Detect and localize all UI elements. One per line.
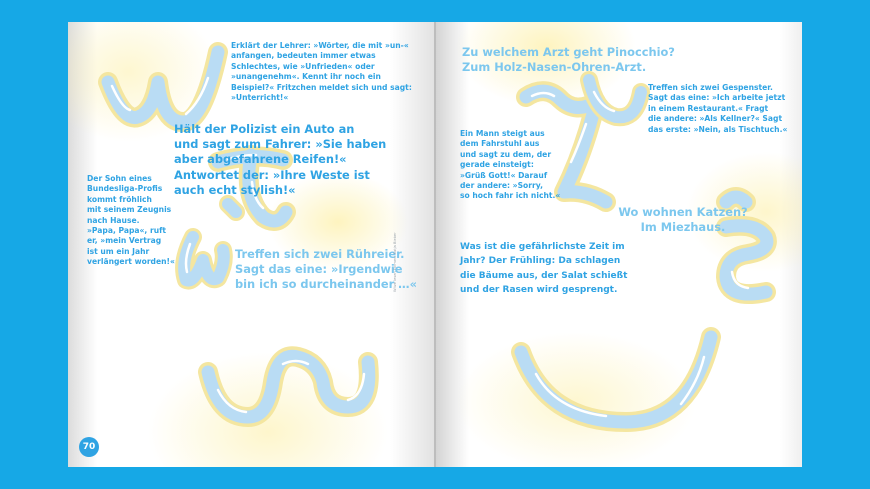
joke-gespenster: Treffen sich zwei Gespenster. Sagt das eine: »Ich arbeite jetzt in einem Restaurant.« Fragt die andere: »Als Kellner?« Sagt das erste: »Nein, als Tischtuch.« (648, 83, 788, 134)
joke-fahrstuhl: Ein Mann steigt aus dem Fahrstuhl aus und sagt zu dem, der gerade einsteigt: »Grüß Gott!« Darauf der andere: »Sorry, so hoch fahr ich nicht.« (460, 129, 561, 201)
joke-pinocchio: Zu welchem Arzt geht Pinocchio? Zum Holz-Nasen-Ohren-Arzt. (462, 45, 675, 75)
joke-police: Hält der Polizist ein Auto an und sagt zum Fahrer: »Sie haben aber abgefahrene Reifen!« Antwortet der: »Ihre Weste ist auch echt stylish!« (174, 122, 387, 197)
joke-bundesliga: Der Sohn eines Bundesliga-Profis kommt fröhlich mit seinem Zeugnis nach Hause. »Papa, Papa«, ruft er, »mein Vertrag ist um ein Jahr verlängert worden!« (87, 174, 175, 267)
balloon-letter-n-bottom (208, 356, 369, 417)
magazine-spread (68, 22, 802, 467)
balloon-letter-w (108, 52, 218, 122)
right-page (436, 22, 802, 467)
photo-credit: Witze lesen Formen: Katja Bieber (393, 232, 397, 292)
joke-katzen: Wo wohnen Katzen? Im Miezhaus. (618, 205, 748, 235)
joke-teacher: Erklärt der Lehrer: »Wörter, die mit »un-« anfangen, bedeuten immer etwas Schlechtes, wie »Unfrieden« oder »unangenehm«. Kennt ihr noch ein Beispiel?« Fritzchen meldet sich und sagt: »Unterricht!« (231, 41, 412, 103)
balloon-letter-u (589, 80, 641, 117)
left-page (68, 22, 434, 467)
joke-ruehreier: Treffen sich zwei Rühreier. Sagt das eine: »Irgendwie bin ich so durcheinander …« (235, 247, 417, 292)
page-number: 70 (79, 437, 99, 457)
joke-fruehling: Was ist die gefährlichste Zeit im Jahr? Der Frühling: Da schlagen die Bäume aus, der Salat schießt und der Rasen wird gesprengt. (460, 242, 628, 296)
balloon-letter-u-bottom (521, 337, 711, 422)
